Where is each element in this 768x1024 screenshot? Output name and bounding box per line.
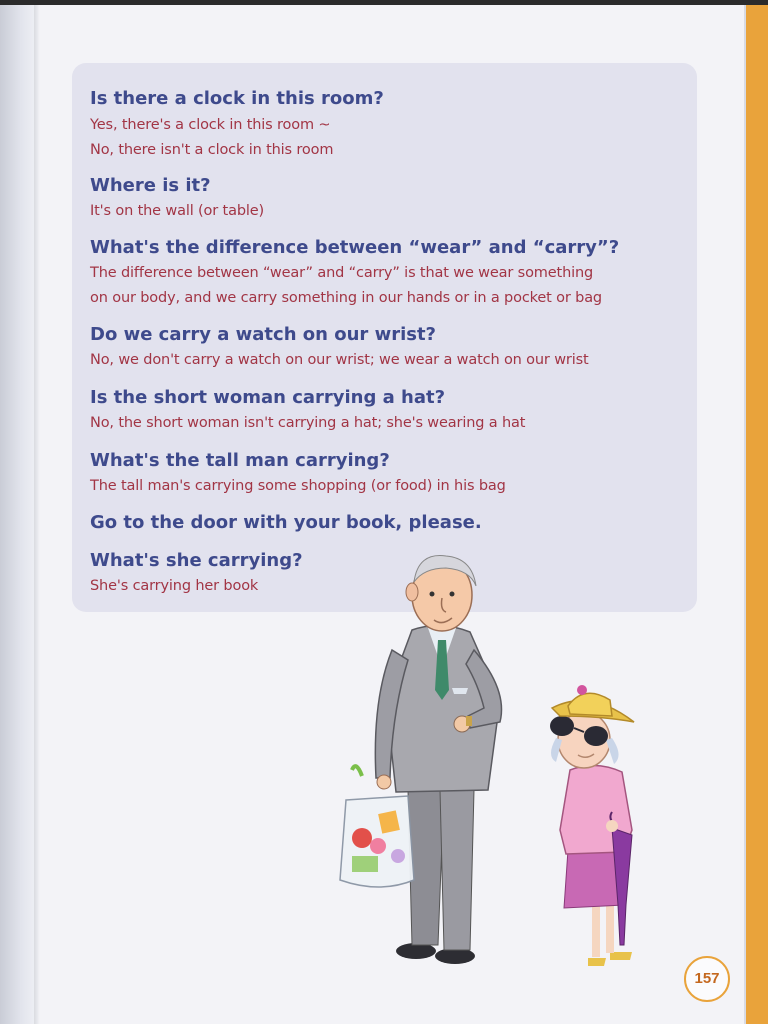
- answer-text: No, the short woman isn't carrying a hat; she's wearing a hat: [90, 415, 526, 431]
- answer-text: She's carrying her book: [90, 578, 259, 594]
- qa-item-5: [90, 387, 525, 436]
- tall-man-illustration: [375, 556, 501, 964]
- question-text: Where is it?: [90, 175, 211, 196]
- question-text: What's she carrying?: [90, 550, 303, 571]
- answer-text: Yes, there's a clock in this room ~: [90, 117, 331, 133]
- answer-text: It's on the wall (or table): [90, 203, 265, 219]
- qa-item-7: [90, 512, 482, 534]
- answer-text: The difference between “wear” and “carry” is that we wear something: [90, 265, 594, 281]
- answer-text: on our body, and we carry something in our hands or in a pocket or bag: [90, 290, 602, 306]
- answer-text: No, there isn't a clock in this room: [90, 142, 334, 158]
- answer-text: The tall man's carrying some shopping (or food) in his bag: [90, 478, 506, 494]
- qa-item-2: [90, 175, 264, 224]
- page-number: 157: [684, 956, 730, 1002]
- question-text: What's the tall man carrying?: [90, 450, 390, 471]
- question-text: Is there a clock in this room?: [90, 88, 384, 109]
- qa-item-8: [90, 550, 303, 599]
- short-woman-illustration: [550, 685, 634, 966]
- answer-text: No, we don't carry a watch on our wrist; we wear a watch on our wrist: [90, 352, 589, 368]
- question-text: Go to the door with your book, please.: [90, 512, 482, 533]
- question-text: Is the short woman carrying a hat?: [90, 387, 446, 408]
- spine-shadow: [34, 5, 40, 1024]
- illustration: [330, 540, 650, 980]
- question-text: Do we carry a watch on our wrist?: [90, 324, 436, 345]
- question-text: What's the difference between “wear” and “carry”?: [90, 237, 620, 258]
- book-spine: [0, 5, 38, 1024]
- qa-item-1: [90, 88, 384, 163]
- qa-item-3: [90, 237, 619, 311]
- orange-page-edge: [746, 5, 768, 1024]
- qa-item-4: [90, 324, 589, 373]
- qa-item-6: [90, 450, 506, 499]
